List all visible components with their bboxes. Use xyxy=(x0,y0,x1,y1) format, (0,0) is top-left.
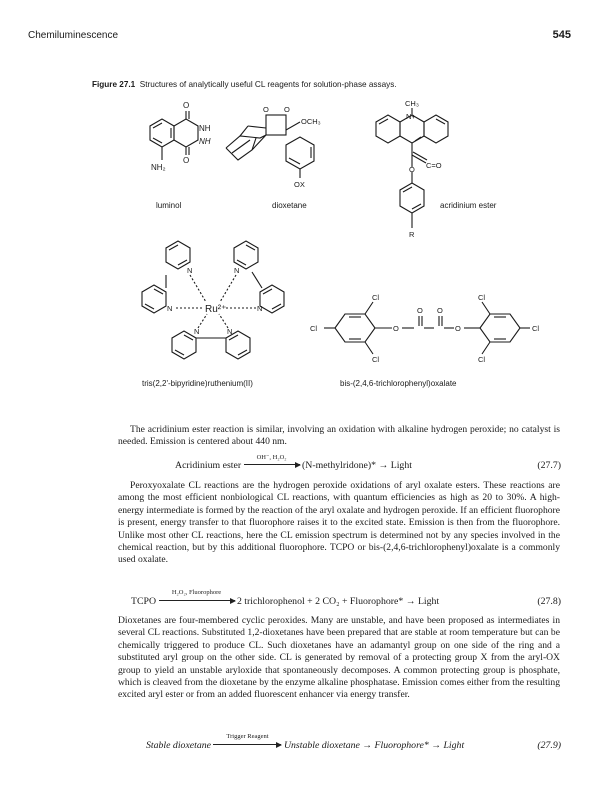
eq3-arrow xyxy=(213,733,281,751)
luminol-o-top: O xyxy=(183,101,190,110)
eq2-arrow xyxy=(159,589,235,607)
eq2-right: 2 trichlorophenol + 2 CO₂ + Fluorophore* → Light xyxy=(236,596,440,607)
oxalate-cl-4: Cl xyxy=(478,355,486,364)
dioxetane-o-1: O xyxy=(263,105,269,114)
dioxetane-o-2: O xyxy=(284,105,290,114)
equation-27-7 xyxy=(175,454,412,471)
acridinium-n-plus: N+ xyxy=(406,112,416,121)
luminol-nh2: NH₂ xyxy=(151,163,166,172)
page-number: 545 xyxy=(552,29,571,41)
oxalate-label: bis-(2,4,6-trichlorophenyl)oxalate xyxy=(340,379,457,388)
oxalate-o-2: O xyxy=(417,306,423,315)
acridinium-ester-o: O xyxy=(409,165,415,174)
ru-n-4: N xyxy=(257,304,263,313)
oxalate-cl-2: Cl xyxy=(372,355,380,364)
equation-27-8 xyxy=(131,589,440,607)
eq2-number: (27.8) xyxy=(537,596,561,607)
luminol-o-bottom: O xyxy=(183,156,190,165)
oxalate-o-1: O xyxy=(393,324,399,333)
ru-n-2: N xyxy=(167,304,173,313)
acridinium-r: R xyxy=(409,230,415,239)
oxalate-cl-right: Cl xyxy=(532,324,540,333)
luminol-nh-2: NH xyxy=(199,137,211,146)
oxalate-structure xyxy=(324,302,530,354)
eq3-number: (27.9) xyxy=(537,740,561,751)
oxalate-cl-left: Cl xyxy=(310,324,318,333)
luminol-label: luminol xyxy=(156,201,182,210)
ru-n-1: N xyxy=(187,266,193,275)
eq1-arrow xyxy=(244,454,300,471)
luminol-nh-1: NH xyxy=(199,124,211,133)
running-head: Chemiluminescence xyxy=(28,30,119,41)
dioxetane-och3: OCH₃ xyxy=(301,117,321,126)
dioxetane-ox: OX xyxy=(294,180,305,189)
eq3-arrow-label: Trigger Reagent xyxy=(226,733,269,740)
eq1-number: (27.7) xyxy=(537,460,561,471)
eq3-right: Unstable dioxetane → Fluorophore* → Light xyxy=(283,740,465,751)
ruthenium-label: tris(2,2'-bipyridine)ruthenium(II) xyxy=(142,379,253,388)
eq1-arrow-label: OH⁻, H₂O₂ xyxy=(256,454,287,461)
ru-n-3: N xyxy=(234,266,240,275)
paragraph-peroxyoxalate: Peroxyoxalate CL reactions are the hydrogen peroxide oxidations of aryl oxalate esters. These reactions are among the most efficient nonbiological CL reactions, with quantum efficiencies as high as 20 to 30%. A high-energy intermediate is formed by the reaction of the aryl oxalate and hydrogen peroxide. If an efficient fluorophore is present, energy transfer to that fluorophore raises it to the excited state. Emission is then from the fluorophore. Unlike most other CL reactions, here the CL emission spectrum is determined not by any species involved in the chemical reaction, but by this additional fluorophore. TCPO or bis-(2,4,6-trichlorophenyl)oxalate is a commonly used oxalate. xyxy=(118,480,560,566)
paragraph-dioxetanes: Dioxetanes are four-membered cyclic peroxides. Many are unstable, and have been proposed as intermediates in several CL reactions. Substituted 1,2-dioxetanes have been prepared that are stable at room temperature but can be chemically triggered to produce CL. Such dioxetanes have an adamantyl group on one side of the ring and a substituted aryl group on the other side. CL is generated by removal of a protecting group X from the aryl-OX group to yield an unstable aryloxide that spontaneously decomposes. A common protecting group is phosphate, which is cleaved from the dioxetane by the enzyme alkaline phosphatase. Emission comes either from the resulting excited aryl ester or from an added fluorescent enhancer via energy transfer. xyxy=(118,615,560,701)
oxalate-cl-1: Cl xyxy=(372,293,380,302)
oxalate-o-4: O xyxy=(455,324,461,333)
equation-27-9 xyxy=(146,733,465,751)
dioxetane-label: dioxetane xyxy=(272,201,307,210)
eq2-arrow-label: H₂O₂, Fluorophore xyxy=(171,589,222,596)
ru-center: Ru²⁺ xyxy=(205,304,227,315)
eq3-left: Stable dioxetane xyxy=(146,740,212,751)
acridinium-label: acridinium ester xyxy=(440,201,497,210)
oxalate-cl-3: Cl xyxy=(478,293,486,302)
figure-caption-text: Structures of analytically useful CL reagents for solution-phase assays. xyxy=(139,80,397,89)
ru-n-6: N xyxy=(227,327,233,336)
eq2-left: TCPO xyxy=(131,596,157,607)
eq1-left: Acridinium ester xyxy=(175,460,242,471)
ru-n-5: N xyxy=(194,327,200,336)
acridinium-c-eq-o: C=O xyxy=(426,161,442,170)
acridinium-ch3: CH₃ xyxy=(405,99,419,108)
luminol-structure xyxy=(150,111,198,160)
figure-caption-label: Figure 27.1 xyxy=(92,80,136,89)
eq1-right: (N-methylridone)* → Light xyxy=(302,460,412,471)
paragraph-acridinium: The acridinium ester reaction is similar, involving an oxidation with alkaline hydrogen peroxide; no catalyst is needed. Emission is centered about 440 nm. xyxy=(118,424,560,448)
ruthenium-structure xyxy=(142,241,284,359)
oxalate-o-3: O xyxy=(437,306,443,315)
